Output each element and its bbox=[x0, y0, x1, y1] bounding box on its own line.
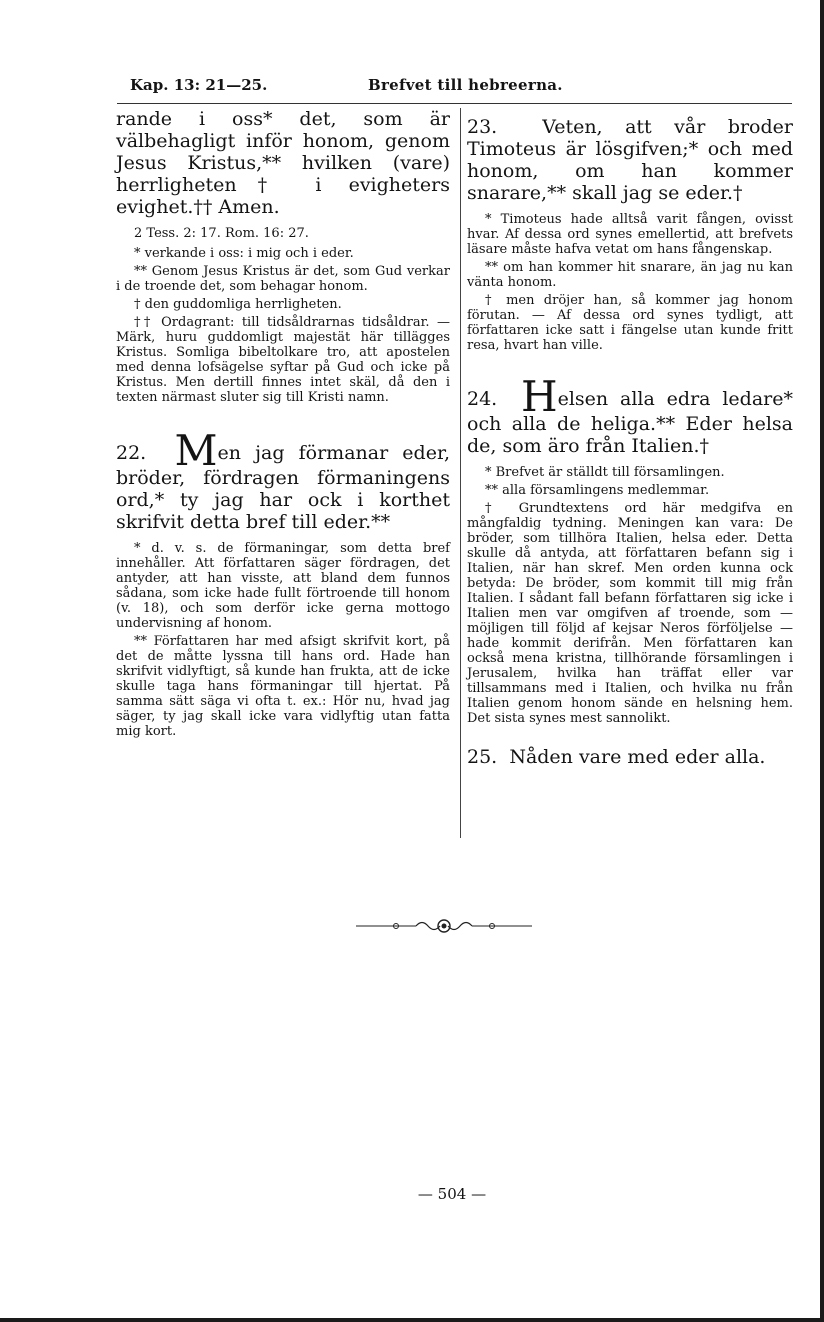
verse-21-continuation: rande i oss* det, som är välbehagligt inför honom, genom Jesus Kristus,** hvilken (vare) herrligheten† i evigheters evighet.†† Amen. bbox=[116, 108, 450, 218]
footnote: ** Författaren har med afsigt skrifvit kort, på det de måtte lyssna till hans ord. Hade han skrifvit vidlyftigt, så kunde han frukta, att de icke skulle taga hans förmaningar till hjertat. På samma sätt säga vi ofta t. ex.: Hör nu, hvad jag säger, ty jag skall icke vara vidlyftig utan fatta mig kort. bbox=[116, 634, 450, 739]
ornament-divider bbox=[356, 917, 532, 935]
footnote: † men dröjer han, så kommer jag honom förutan. — Af dessa ord synes tydligt, att författaren icke satt i fängelse utan kunde fritt resa, hvart han ville. bbox=[467, 293, 793, 353]
verse-number: 24. bbox=[467, 388, 498, 410]
cross-references: 2 Tess. 2: 17. Rom. 16: 27. bbox=[134, 226, 309, 241]
scan-edge-right bbox=[820, 0, 824, 1322]
footnote: ** alla församlingens medlemmar. bbox=[485, 483, 710, 498]
footnote: ** om han kommer hit snarare, än jag nu kan vänta honom. bbox=[467, 260, 793, 290]
footnote: * d. v. s. de förmaningar, som detta bref innehåller. Att författaren säger fördragen, det antyder, att han visste, att bland dem funnos sådana, som icke hade fullt förtroende till honom (v. 18), och som derför icke gerna mottogo undervisning af honom. bbox=[116, 541, 450, 631]
book-title: Brefvet till hebreerna. bbox=[368, 76, 563, 94]
verse-number: 23. bbox=[467, 116, 498, 138]
footnote: * verkande i oss: i mig och i eder. bbox=[134, 246, 354, 261]
verse-text: Veten, att vår broder Timoteus är lösgifven;* och med honom, om han kommer snarare,** skall jag se eder.† bbox=[467, 116, 793, 204]
verse-24 bbox=[467, 372, 793, 457]
footnote: †† Ordagrant: till tidsåldrarnas tidsåldrar. — Märk, huru guddomligt majestät här tillägges Kristus. Somliga bibeltolkare tro, att apostelen med denna lofsägelse syftar på Gud och icke på Kristus. Men dertill finnes intet skäl, då den i texten närmast sluter sig till Kristi namn. bbox=[116, 315, 450, 405]
footnote: † den guddomliga herrligheten. bbox=[134, 297, 342, 312]
verse-25 bbox=[467, 746, 793, 768]
chapter-reference: Kap. 13: 21—25. bbox=[130, 76, 268, 94]
column-divider bbox=[460, 108, 461, 838]
right-column bbox=[467, 108, 793, 768]
scan-edge-bottom bbox=[0, 1318, 824, 1322]
verse-22 bbox=[116, 426, 450, 533]
verse-number: 25. bbox=[467, 746, 498, 768]
drop-cap: M bbox=[174, 426, 218, 475]
verse-number: 22. bbox=[116, 442, 147, 464]
verse-text: en jag förmanar eder, bröder, fördragen förmaningens ord,* ty jag har ock i korthet skrifvit detta bref till eder.** bbox=[116, 442, 450, 533]
footnote: ** Genom Jesus Kristus är det, som Gud verkar i de troende det, som behagar honom. bbox=[116, 264, 450, 294]
verse-23 bbox=[467, 116, 793, 204]
footnote: † Grundtextens ord här medgifva en mångfaldig tydning. Meningen kan vara: De bröder, som tillhöra Italien, helsa eder. Detta skulle då antyda, att författaren befann sig i Italien, när han skref. Men orden kunna ock betyda: De bröder, som kommit till mig från Italien. I sådant fall befann författaren sig icke i Italien men var omgifven af troende, som — möjligen till följd af kejsar Neros förföljelse — hade kommit derifrån. Men författaren kan också mena kristna, tillhörande församlingen i Jerusalem, hvilka han träffat eller var tillsammans med i Italien, och hvilka nu från Italien genom honom sände en helsning hem. Det sista synes mest sannolikt. bbox=[467, 501, 793, 726]
footnote: * Brefvet är ställdt till församlingen. bbox=[485, 465, 725, 480]
drop-cap: H bbox=[520, 372, 558, 421]
footnote: * Timoteus hade alltså varit fången, ovisst hvar. Af dessa ord synes emellertid, att brefvets läsare måste hafva vetat om hans fångenskap. bbox=[467, 212, 793, 257]
verse-text: elsen alla edra ledare* och alla de heliga.** Eder helsa de, som äro från Italien.† bbox=[467, 388, 793, 457]
running-header bbox=[130, 76, 790, 98]
page-number: — 504 — bbox=[417, 1185, 487, 1203]
header-rule bbox=[117, 103, 792, 104]
left-column bbox=[116, 108, 450, 739]
verse-text: Nåden vare med eder alla. bbox=[509, 746, 766, 768]
